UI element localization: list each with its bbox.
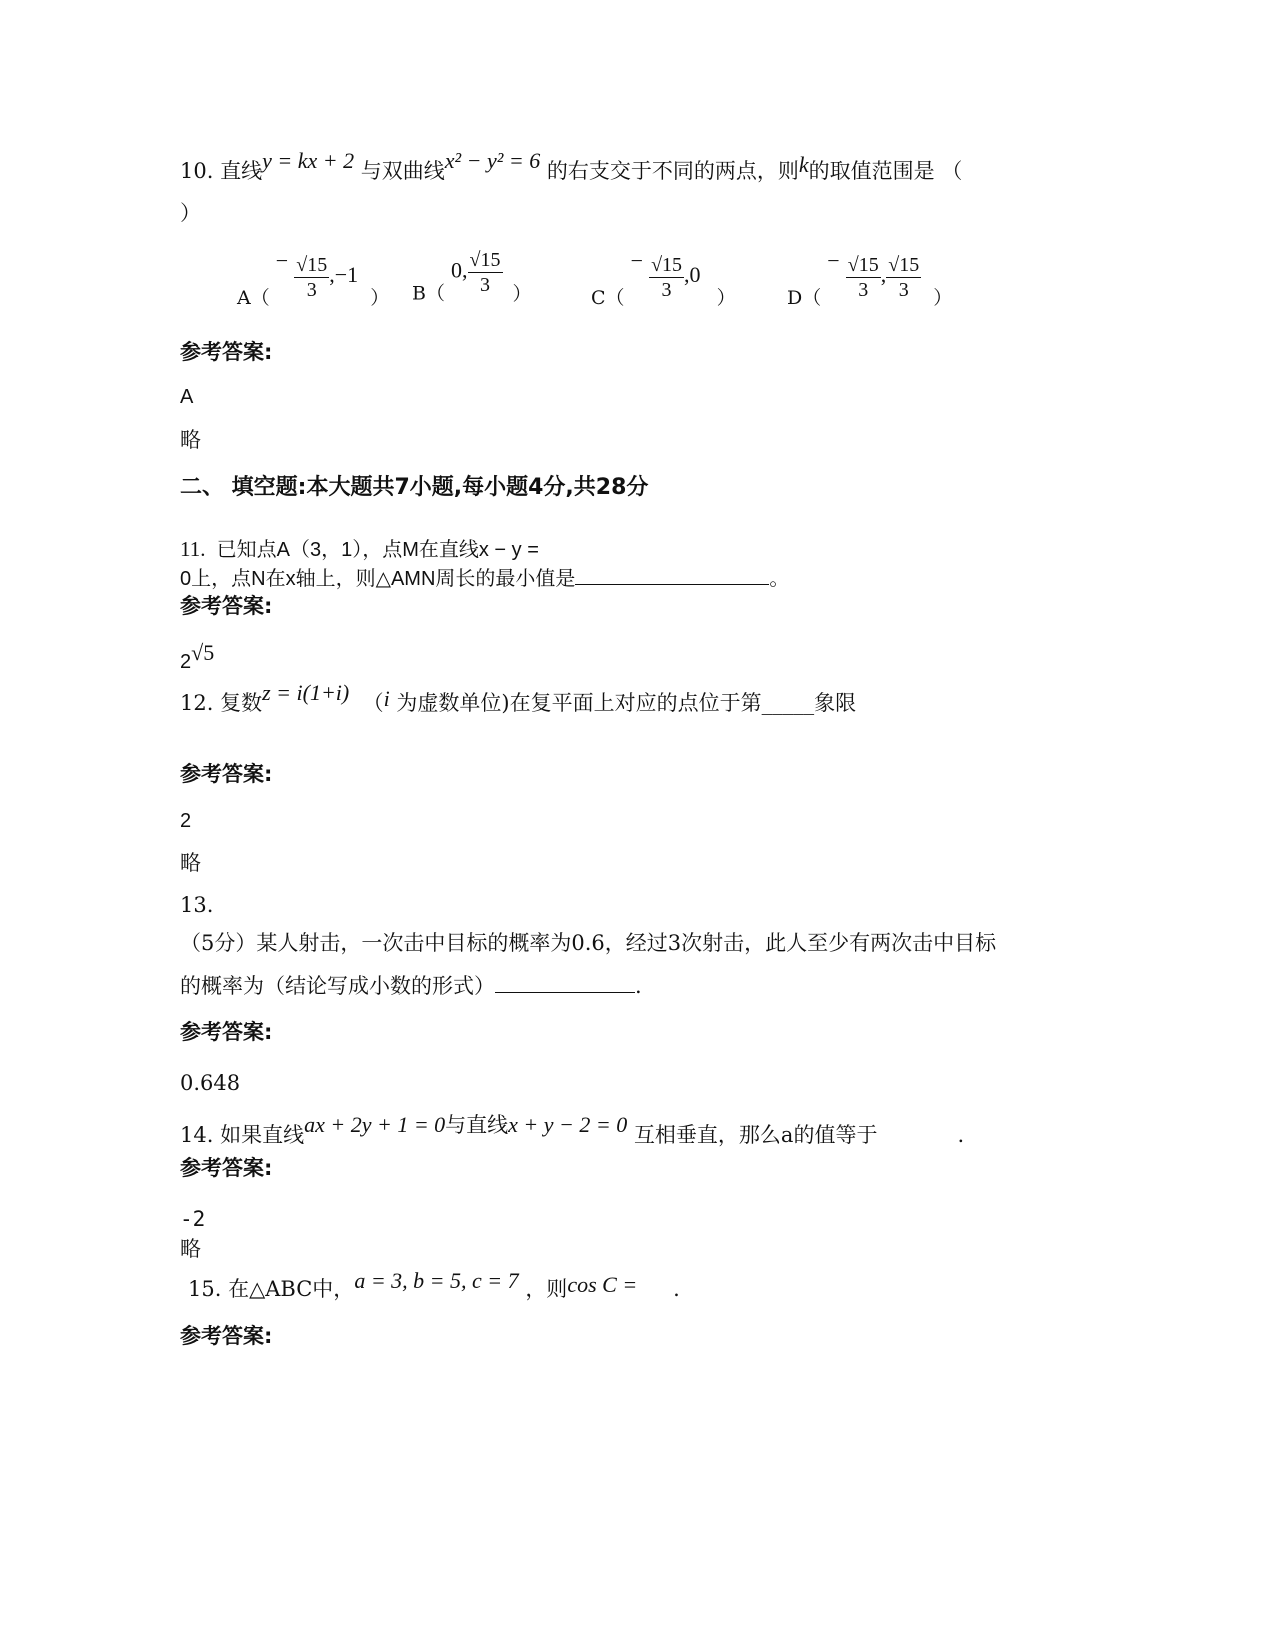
q15-text-before: 在△ABC中， <box>228 1277 355 1301</box>
q14-stem <box>180 1112 965 1148</box>
q14-mid: 与直线 <box>445 1113 509 1137</box>
q14-end: . <box>957 1123 965 1147</box>
q12-stem <box>180 680 857 716</box>
q10-option-a <box>237 248 389 310</box>
option-d-label: D（ <box>787 287 822 309</box>
q11-number: 11. <box>180 537 206 561</box>
q14-answer: -2 <box>180 1207 206 1231</box>
q11-line2 <box>180 562 789 591</box>
option-d-close: ） <box>933 287 953 309</box>
option-d-numerator-1: √15 <box>847 253 879 276</box>
option-a-prefix: − <box>275 248 289 273</box>
option-d-prefix: − <box>827 248 840 273</box>
q10-var-k: k <box>798 152 809 177</box>
q10-stem <box>180 148 963 184</box>
q13-number: 13. <box>180 893 214 917</box>
q10-text-before: 直线 <box>220 159 263 183</box>
q14-equation-2: x + y − 2 = 0 <box>508 1112 628 1137</box>
option-d-separator: , <box>880 262 887 287</box>
q12-paren: （ <box>362 691 384 715</box>
option-c-label: C（ <box>591 287 625 309</box>
q12-text-after: 为虚数单位)在复平面上对应的点位于第 <box>396 691 762 715</box>
q11-end: 。 <box>769 568 790 590</box>
q11-answer-heading: 参考答案: <box>180 594 273 618</box>
option-c-denominator: 3 <box>661 278 672 301</box>
q13-end: . <box>635 974 642 998</box>
q12-number: 12. <box>180 691 214 715</box>
q10-text-after: 的右支交于不同的两点，则 <box>546 159 799 183</box>
q11-line2-text: 0上，点N在x轴上，则△AMN周长的最小值是 <box>180 568 576 590</box>
option-b-label: B（ <box>412 282 445 305</box>
q10-text-end: 的取值范围是 （ <box>808 159 963 183</box>
option-b-close: ） <box>512 282 532 305</box>
q14-equation-1: ax + 2y + 1 = 0 <box>304 1112 446 1137</box>
option-b-numerator: √15 <box>469 249 501 271</box>
option-a-label: A（ <box>237 287 270 309</box>
q14-explain: 略 <box>180 1237 201 1261</box>
q15-answer-heading: 参考答案: <box>180 1324 273 1348</box>
option-d-fraction-2 <box>886 253 921 302</box>
q13-answer-blank <box>495 972 635 993</box>
q15-end: . <box>673 1277 680 1301</box>
q10-option-d <box>787 248 952 310</box>
option-a-suffix: ,−1 <box>329 262 359 287</box>
q11-answer-root: √5 <box>191 640 215 665</box>
q15-text-mid: ，则 <box>525 1277 568 1301</box>
q15-stem <box>188 1268 680 1302</box>
q12-text-end: 象限 <box>814 691 857 715</box>
q11-line1 <box>180 533 539 562</box>
q13-line2 <box>180 972 642 999</box>
option-d-numerator-2: √15 <box>888 253 920 276</box>
option-b-fraction <box>468 248 503 297</box>
q13-line2-text: 的概率为（结论写成小数的形式） <box>180 974 495 998</box>
q10-hyperbola-equation: x² − y² = 6 <box>444 148 541 173</box>
q15-number: 15. <box>188 1277 222 1301</box>
q12-explain: 略 <box>180 851 201 875</box>
q13-answer-heading: 参考答案: <box>180 1020 273 1044</box>
q11-line1-text: 已知点A（3，1），点M在直线x − y = <box>216 539 539 561</box>
q10-close-paren: ） <box>180 201 201 225</box>
q10-option-c <box>591 248 736 310</box>
q12-equation: z = i(1+i) <box>262 680 350 705</box>
option-a-denominator: 3 <box>306 278 317 301</box>
q11-answer <box>180 640 215 674</box>
q11-answer-blank <box>575 564 769 585</box>
q13-answer: 0.648 <box>180 1071 241 1095</box>
q10-answer: A <box>180 386 194 408</box>
option-c-suffix: ,0 <box>684 262 701 287</box>
q12-text-before: 复数 <box>220 691 263 715</box>
q12-answer-blank: _____ <box>761 691 815 715</box>
option-a-fraction <box>294 253 329 302</box>
option-b-prefix: 0, <box>451 257 468 283</box>
q10-text-mid: 与双曲线 <box>360 159 445 183</box>
option-b-denominator: 3 <box>480 274 490 296</box>
q14-text-after: 互相垂直，那么a的值等于 <box>633 1123 878 1147</box>
q14-number: 14. <box>180 1123 214 1147</box>
q13-line1: （5分）某人射击，一次击中目标的概率为0.6，经过3次射击，此人至少有两次击中目标 <box>180 931 997 955</box>
option-d-fraction-1 <box>846 253 881 302</box>
option-c-prefix: − <box>630 248 644 273</box>
q10-line-equation: y = kx + 2 <box>262 148 355 173</box>
q15-equation: a = 3, b = 5, c = 7 <box>354 1268 519 1293</box>
option-d-denominator-2: 3 <box>898 278 909 301</box>
q10-explain: 略 <box>180 428 201 452</box>
option-a-numerator: √15 <box>296 253 328 276</box>
q10-number: 10. <box>180 159 214 183</box>
option-c-close: ） <box>716 287 736 309</box>
q15-cos: cos C = <box>567 1272 638 1297</box>
q10-option-b <box>412 248 532 306</box>
section-heading: 二、 填空题:本大题共7小题,每小题4分,共28分 <box>180 475 649 500</box>
option-c-fraction <box>649 253 684 302</box>
q14-text-before: 如果直线 <box>220 1123 305 1147</box>
option-c-numerator: √15 <box>651 253 683 276</box>
q12-var-i: i <box>383 686 390 711</box>
q12-answer-heading: 参考答案: <box>180 762 273 786</box>
q10-answer-heading: 参考答案: <box>180 340 273 364</box>
option-d-denominator-1: 3 <box>858 278 869 301</box>
q14-answer-heading: 参考答案: <box>180 1156 273 1180</box>
q12-answer: 2 <box>180 810 192 832</box>
option-a-close: ） <box>370 287 390 309</box>
q11-answer-coeff: 2 <box>180 651 192 673</box>
